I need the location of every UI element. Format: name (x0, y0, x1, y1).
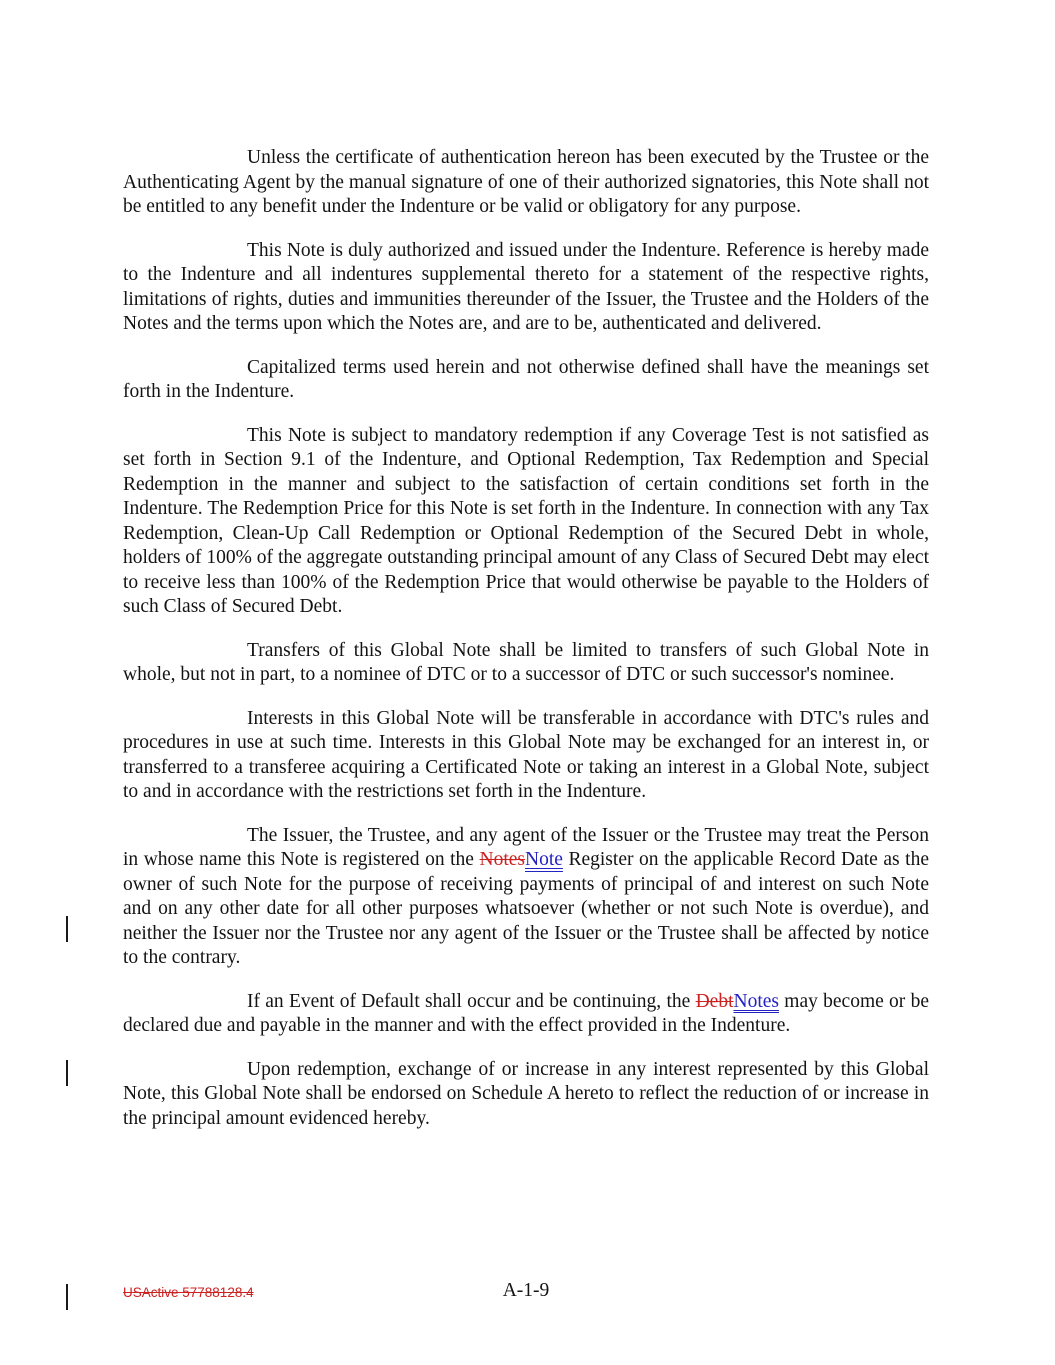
text-run: The Issuer, the Trustee, and any agent of the Issuer or the Trustee may treat the Person in whose name this Note is registered on the (123, 824, 929, 870)
paragraph (123, 424, 929, 620)
text-run: Unless the certificate of authentication hereon has been executed by the Trustee or the Authenticating Agent by the manual signature of one of their authorized signatories, this Note shall not be entitled to any benefit under the Indenture or be valid or obligatory for any purpose. (123, 147, 929, 217)
paragraph (123, 1058, 929, 1132)
text-run: Transfers of this Global Note shall be limited to transfers of such Global Note in whole, but not in part, to a nominee of DTC or to a successor of DTC or such successor's nominee. (123, 639, 929, 685)
inserted-text: Notes (733, 990, 779, 1012)
paragraph-changed (123, 824, 929, 971)
change-bar (66, 1284, 68, 1310)
document-body (123, 146, 929, 1150)
text-run: This Note is subject to mandatory redemption if any Coverage Test is not satisfied as set forth in Section 9.1 of the Indenture, and Optional Redemption, Tax Redemption and Special Redemption in the manner and subject to the satisfaction of certain conditions set forth in the Indenture. The Redemption Price for this Note is set forth in the Indenture. In connection with any Tax Redemption, Clean-Up Call Redemption or Optional Redemption of the Secured Debt in whole, holders of 100% of the aggregate outstanding principal amount of any Class of Secured Debt may elect to receive less than 100% of the Redemption Price that would otherwise be payable to the Holders of such Class of Secured Debt. (123, 424, 929, 617)
paragraph (123, 639, 929, 688)
text-run: Capitalized terms used herein and not otherwise defined shall have the meanings set forth in the Indenture. (123, 356, 929, 402)
text-run: may become or be declared due and payable in the manner and with the effect provided in the Indenture. (123, 990, 929, 1036)
text-run: Upon redemption, exchange of or increase in any interest represented by this Global Note, this Global Note shall be endorsed on Schedule A hereto to reflect the reduction of or increase in the principal amount evidenced hereby. (123, 1058, 929, 1129)
paragraph (123, 356, 929, 405)
footer-doc-id-deleted: USActive 57788128.4 (123, 1285, 254, 1300)
paragraph (123, 239, 929, 337)
text-run: If an Event of Default shall occur and be continuing, the (247, 990, 696, 1012)
footer-page-number: A-1-9 (502, 1280, 550, 1301)
deleted-text: Debt (695, 990, 734, 1012)
text-run: This Note is duly authorized and issued under the Indenture. Reference is hereby made to the Indenture and all indentures supplemental thereto for a statement of the respective rights, limitations of rights, duties and immunities thereunder of the Issuer, the Trustee and the Holders of the Notes and the terms upon which the Notes are, and are to be, authenticated and delivered. (123, 239, 929, 334)
deleted-text: Notes (479, 849, 526, 870)
paragraph (123, 707, 929, 805)
text-run: Interests in this Global Note will be transferable in accordance with DTC's rules and procedures in use at such time. Interests in this Global Note may be exchanged for an interest in, or transferred to a transferee acquiring a Certificated Note or taking an interest in a Global Note, subject to and in accordance with the restrictions set forth in the Indenture. (123, 707, 929, 802)
text-run: Register on the applicable Record Date as the owner of such Note for the purpose of receiving payments of principal of and interest on such Note and on any other date for all other purposes whatsoever (whether or not such Note is overdue), and neither the Issuer nor the Trustee nor any agent of the Issuer or the Trustee shall be affected by notice to the contrary. (123, 849, 929, 968)
inserted-text: Note (525, 849, 563, 870)
page-footer (123, 1280, 929, 1306)
paragraph-changed (123, 990, 929, 1039)
change-bar (66, 1060, 68, 1086)
paragraph (123, 146, 929, 220)
change-bar (66, 916, 68, 942)
